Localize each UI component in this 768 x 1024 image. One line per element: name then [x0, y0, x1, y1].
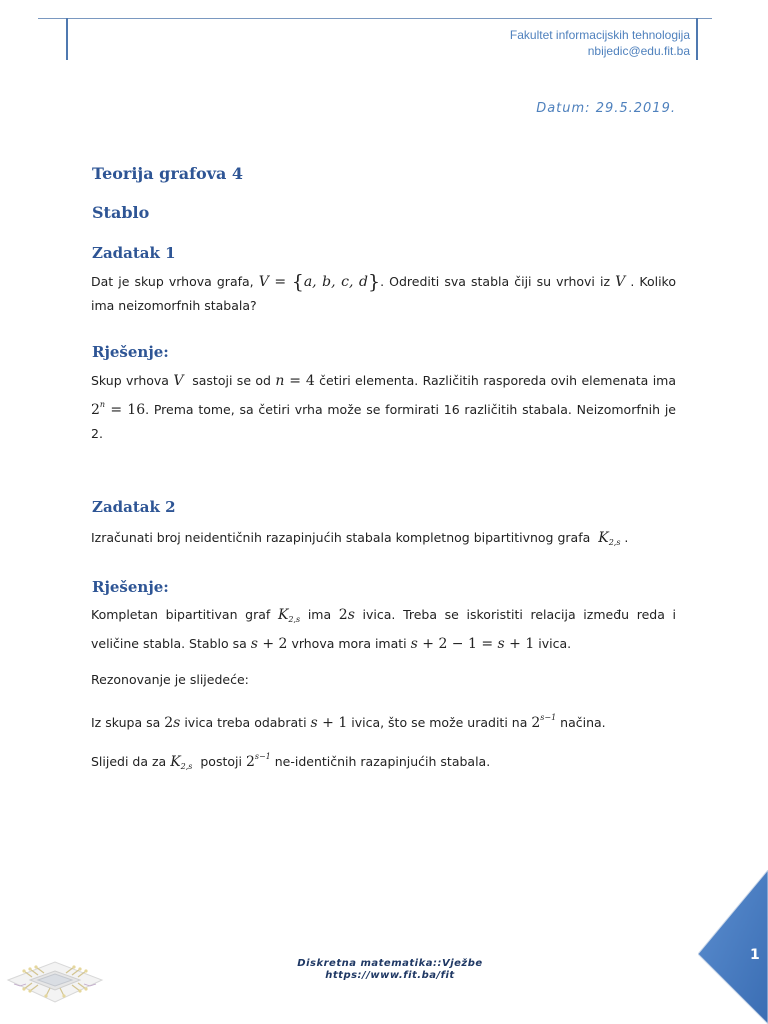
brace-close: }: [367, 271, 381, 293]
math-k: K: [170, 754, 181, 770]
footer-url[interactable]: https://www.fit.ba/fit: [325, 970, 455, 981]
solution-text-part: . Prema tome, sa četiri vrha može se formirati 16 različitih stabala. Neizomorfnih je 2.: [91, 402, 676, 441]
solution-text-part: Kompletan bipartitivan graf: [91, 607, 278, 622]
header-left-bracket: [66, 18, 68, 60]
document-title: Teorija grafova 4: [92, 164, 244, 183]
solution-text-part: načina.: [556, 715, 606, 730]
solution-text-part: četiri elementa. Različitih rasporeda ovih elemenata ima: [314, 373, 677, 388]
task1-text-part: Dat je skup vrhova grafa,: [91, 274, 259, 289]
author-email[interactable]: nbijedic@edu.fit.ba: [587, 44, 690, 58]
task2-text-part: Izračunati broj neidentičnih razapinjućih stabala kompletnog bipartitivnog grafa: [91, 530, 595, 545]
math-set-v: V =: [258, 274, 292, 290]
math-s: s: [410, 636, 418, 652]
solution-text-part: postoji: [196, 754, 246, 769]
math-var-v: V: [173, 373, 184, 389]
math-two: 2: [245, 754, 255, 770]
math-exponent: s−1: [540, 713, 557, 722]
document-date: Datum: 29.5.2019.: [536, 101, 676, 116]
math-k: K: [598, 530, 609, 546]
math-s: s: [310, 715, 318, 731]
page-number: 1: [750, 947, 760, 963]
page-footer: [230, 958, 550, 982]
task1-heading: Zadatak 1: [92, 244, 176, 262]
math-expr: + 1: [504, 636, 535, 652]
solution-text-part: vrhova mora imati: [287, 636, 411, 651]
math-set-elements: a, b, c, d: [303, 274, 368, 290]
task2-solution-paragraph: [91, 603, 676, 656]
math-sixteen: = 16: [105, 402, 146, 418]
math-two: 2: [338, 607, 348, 623]
course-name: Diskretna matematika::Vježbe: [297, 958, 483, 969]
solution-text-part: ivica.: [534, 636, 572, 651]
task2-heading: Zadatak 2: [92, 498, 176, 516]
math-k-subscript: 2,s: [180, 762, 193, 771]
math-expr: + 2 − 1 =: [417, 636, 498, 652]
math-two: 2: [531, 715, 541, 731]
math-expr: + 1: [317, 715, 348, 731]
solution-text-part: Slijedi da za: [91, 754, 171, 769]
solution-text-part: ivica, što se može uraditi na: [347, 715, 532, 730]
solution-text-part: Iz skupa sa: [91, 715, 165, 730]
math-expr: + 2: [257, 636, 288, 652]
math-s: s: [497, 636, 505, 652]
conclusion-line: [91, 745, 676, 779]
math-exponent-n: n: [99, 400, 106, 409]
math-k: K: [277, 607, 289, 623]
page-corner-triangle-icon: [698, 870, 768, 1024]
task1-solution-text: [91, 369, 676, 446]
solution-text-part: ne-identičnih razapinjućih stabala.: [270, 754, 491, 769]
task1-text: [91, 270, 676, 318]
brace-open: {: [291, 271, 304, 293]
solution-text-part: sastoji se od: [192, 373, 276, 388]
header-rule: [38, 18, 712, 19]
math-k-subscript: 2,s: [608, 538, 621, 547]
task1-text-part: . Odrediti sva stabla čiji su vrhovi iz: [380, 274, 616, 289]
math-n: n: [275, 373, 285, 389]
math-two: 2: [164, 715, 174, 731]
math-s: s: [347, 607, 355, 623]
solution-text-part: ima: [300, 607, 339, 622]
task2-solution-heading: Rješenje:: [92, 578, 169, 596]
page-header: [510, 27, 690, 59]
task1-solution-heading: Rješenje:: [92, 343, 169, 361]
math-n-value: = 4: [284, 373, 315, 389]
institution-name: Fakultet informacijskih tehnologija: [509, 28, 690, 42]
solution-text-part: ivica treba odabrati: [180, 715, 311, 730]
circuit-chip-logo-icon: [0, 940, 110, 1024]
task2-text-part: .: [620, 530, 629, 545]
math-s: s: [250, 636, 258, 652]
selection-line: [91, 706, 676, 735]
task2-text: [91, 526, 676, 555]
math-exponent: s−1: [254, 752, 271, 761]
header-right-bracket: [696, 18, 698, 60]
math-k-subscript: 2,s: [288, 615, 301, 624]
math-two: 2: [91, 402, 100, 418]
math-var-v: V: [615, 274, 626, 290]
solution-text-part: Skup vrhova: [91, 373, 174, 388]
reasoning-line: Rezonovanje je slijedeće:: [91, 672, 249, 687]
solution-text-part: ivica. Treba se iskoristiti relacija između reda i veličine stabla. Stablo sa: [91, 607, 676, 651]
math-s: s: [173, 715, 181, 731]
section-title: Stablo: [92, 203, 150, 222]
task1-text-part: . Koliko ima neizomorfnih stabala?: [91, 274, 676, 313]
